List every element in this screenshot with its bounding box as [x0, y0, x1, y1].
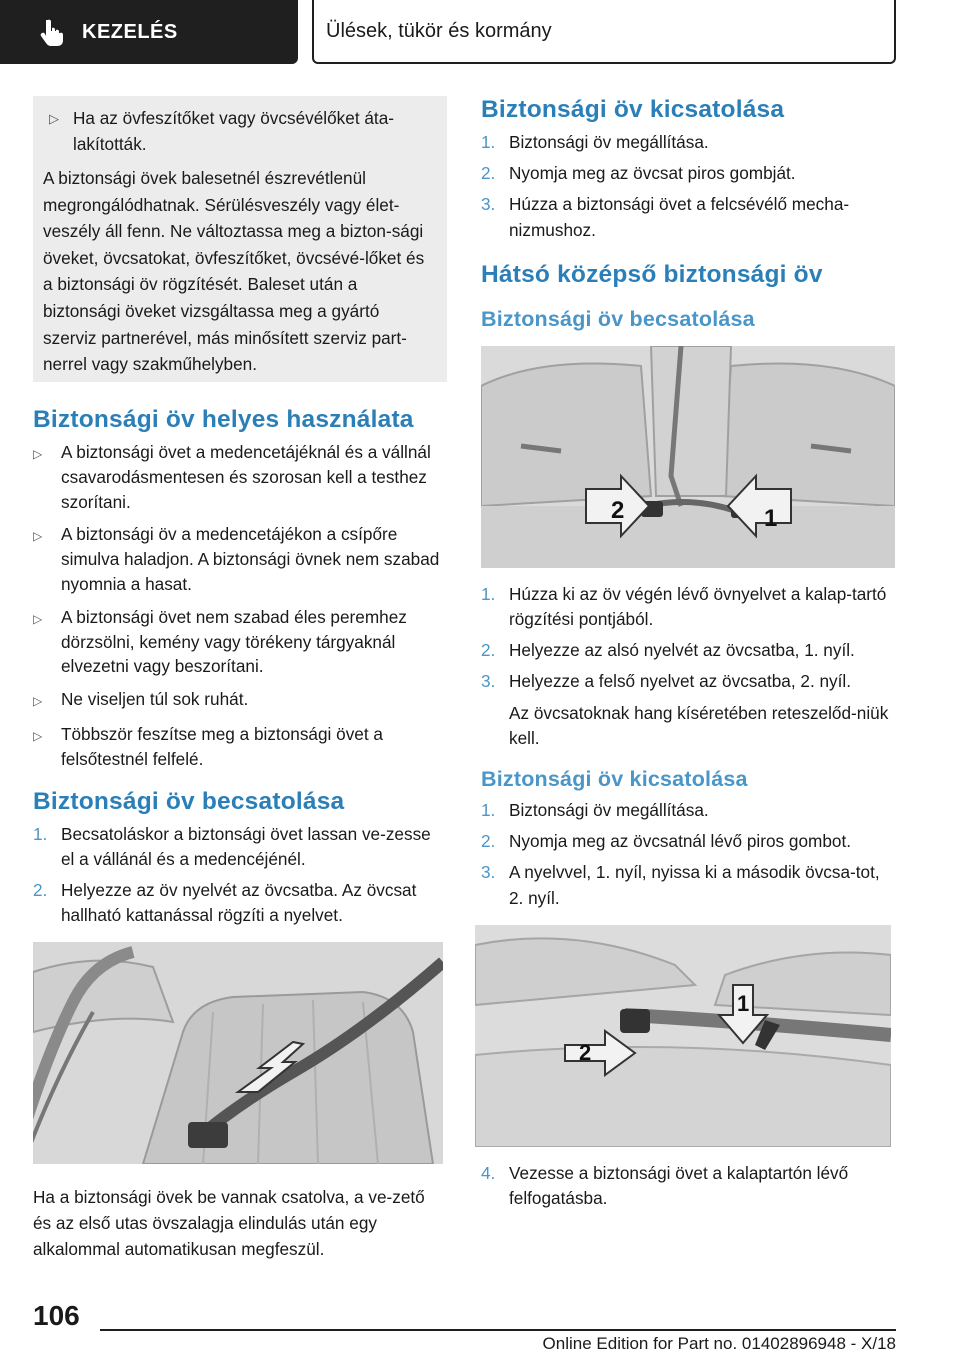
rear-last-step	[481, 1161, 895, 1211]
subsection-tab	[312, 0, 896, 64]
rear-fasten-steps	[481, 582, 895, 695]
usage-heading: Biztonsági öv helyes használata	[33, 406, 414, 433]
front-seat-belt-figure	[33, 942, 443, 1164]
bullet-triangle-icon: ▷	[33, 447, 43, 461]
usage-list	[33, 440, 447, 772]
bullet-triangle-icon: ▷	[49, 111, 59, 126]
rear-unfasten-figure	[475, 925, 891, 1147]
warning-box	[33, 96, 447, 382]
front-belt-caption: Ha a biztonsági övek be vannak csatolva, a ve-zető és az első utas övszalagja elindulás után egy alkalommal automatikusan megfeszül.	[33, 1187, 425, 1260]
unfasten-heading: Biztonsági öv kicsatolása	[481, 96, 785, 123]
list-item: ▷ A biztonsági övet nem szabad éles peremhez dörzsölni, kemény vagy törékeny tárgyaknál elvezetni vagy beszorítani.	[33, 605, 447, 679]
footer-edition: Online Edition for Part no. 01402896948 - X/18	[542, 1334, 896, 1353]
right-column	[481, 96, 895, 1217]
fig-label-2: 2	[611, 496, 625, 524]
list-item: 2. Helyezze az öv nyelvét az övcsatba. Az övcsat hallható kattanással rögzíti a nyelvet.	[33, 879, 417, 926]
list-item: ▷ A biztonsági öv a medencetájékon a csípőre simulva haladjon. A biztonsági övnek nem szabad nyomnia a hasat.	[33, 522, 447, 596]
rear-fasten-heading: Biztonsági öv becsatolása	[481, 306, 755, 331]
rear-unfasten-heading: Biztonsági öv kicsatolása	[481, 767, 748, 792]
subsection-title: Ülések, tükör és kormány	[326, 19, 552, 42]
footer-divider	[100, 1329, 896, 1331]
fig-label-2: 2	[579, 1039, 592, 1065]
bullet-triangle-icon: ▷	[33, 728, 43, 743]
unfasten-steps	[481, 130, 895, 243]
rear-unfasten-steps	[481, 798, 895, 911]
list-item: ▷ Ne viseljen túl sok ruhát.	[33, 687, 447, 714]
rear-fasten-note: Az övcsatoknak hang kíséretében reteszelőd-niük kell.	[509, 702, 889, 748]
left-column	[33, 96, 447, 1262]
fig-label-1: 1	[737, 990, 750, 1016]
rear-fasten-figure	[481, 346, 895, 568]
warning-bullet	[43, 106, 435, 157]
list-item: 1. Biztonsági öv megállítása.	[481, 800, 709, 821]
list-item: 4. Vezesse a biztonsági övet a kalaptartón lévő felfogatásba.	[481, 1162, 849, 1209]
fasten-heading: Biztonsági öv becsatolása	[33, 787, 345, 815]
list-item: 3. A nyelvvel, 1. nyíl, nyissa ki a második övcsa-tot, 2. nyíl.	[481, 862, 880, 908]
rear-seat-illustration	[481, 346, 895, 568]
bullet-triangle-icon: ▷	[33, 529, 43, 544]
list-item: 2. Helyezze az alsó nyelvét az övcsatba, 1. nyíl.	[481, 640, 855, 661]
list-item: 1. Biztonsági öv megállítása.	[481, 132, 709, 152]
list-item: ▷ Többször feszítse meg a biztonsági övet a felsőtestnél felfelé.	[33, 722, 447, 772]
list-item: 2. Nyomja meg az övcsatnál lévő piros gombot.	[481, 831, 851, 852]
warning-bullet-text: Ha az övfeszítőket vagy övcsévélőket áta-lakították.	[73, 108, 394, 154]
warning-text: A biztonsági övek balesetnél észrevétlenül megrongálódhatnak. Sérülésveszély vagy élet-veszély áll fenn. Ne változtassa meg a bizton-sági öveket, övcsatokat, övfeszítőket, övcsévé-lőket és a biztonsági öv rögzítését. Baleset után a biztonsági öveket vizsgáltassa meg a gyártó szerviz partnerével, más minősített szerviz part-nerrel vagy szakműhelyben.	[43, 168, 425, 375]
front-seat-illustration	[33, 942, 443, 1164]
list-item: 1. Becsatoláskor a biztonsági övet lassan ve-zesse el a vállánál és a medencéjénél.	[33, 823, 431, 869]
page-number: 106	[33, 1300, 80, 1331]
fig-label-1: 1	[764, 504, 778, 532]
list-item: 3. Helyezze a felső nyelvet az övcsatba, 2. nyíl.	[481, 671, 852, 692]
bullet-triangle-icon: ▷	[33, 611, 43, 626]
list-item: ▷ A biztonsági övet a medencetájéknál és a vállnál csavarodásmentesen és szorosan kell a testhez szorítani.	[33, 440, 447, 514]
hand-pointer-icon	[40, 18, 66, 46]
list-item: 3. Húzza a biztonsági övet a felcsévélő mecha-nizmushoz.	[481, 194, 850, 240]
list-item: 1. Húzza ki az öv végén lévő övnyelvet a kalap-tartó rögzítési pontjából.	[481, 583, 887, 630]
list-item: 2. Nyomja meg az övcsat piros gombját.	[481, 163, 796, 184]
section-title: KEZELÉS	[82, 20, 178, 43]
section-tab	[0, 0, 298, 64]
fasten-steps	[33, 822, 447, 929]
bullet-triangle-icon: ▷	[33, 694, 43, 709]
rear-center-heading: Hátsó középső biztonsági öv	[481, 260, 823, 288]
rear-buckle-illustration	[475, 925, 891, 1147]
